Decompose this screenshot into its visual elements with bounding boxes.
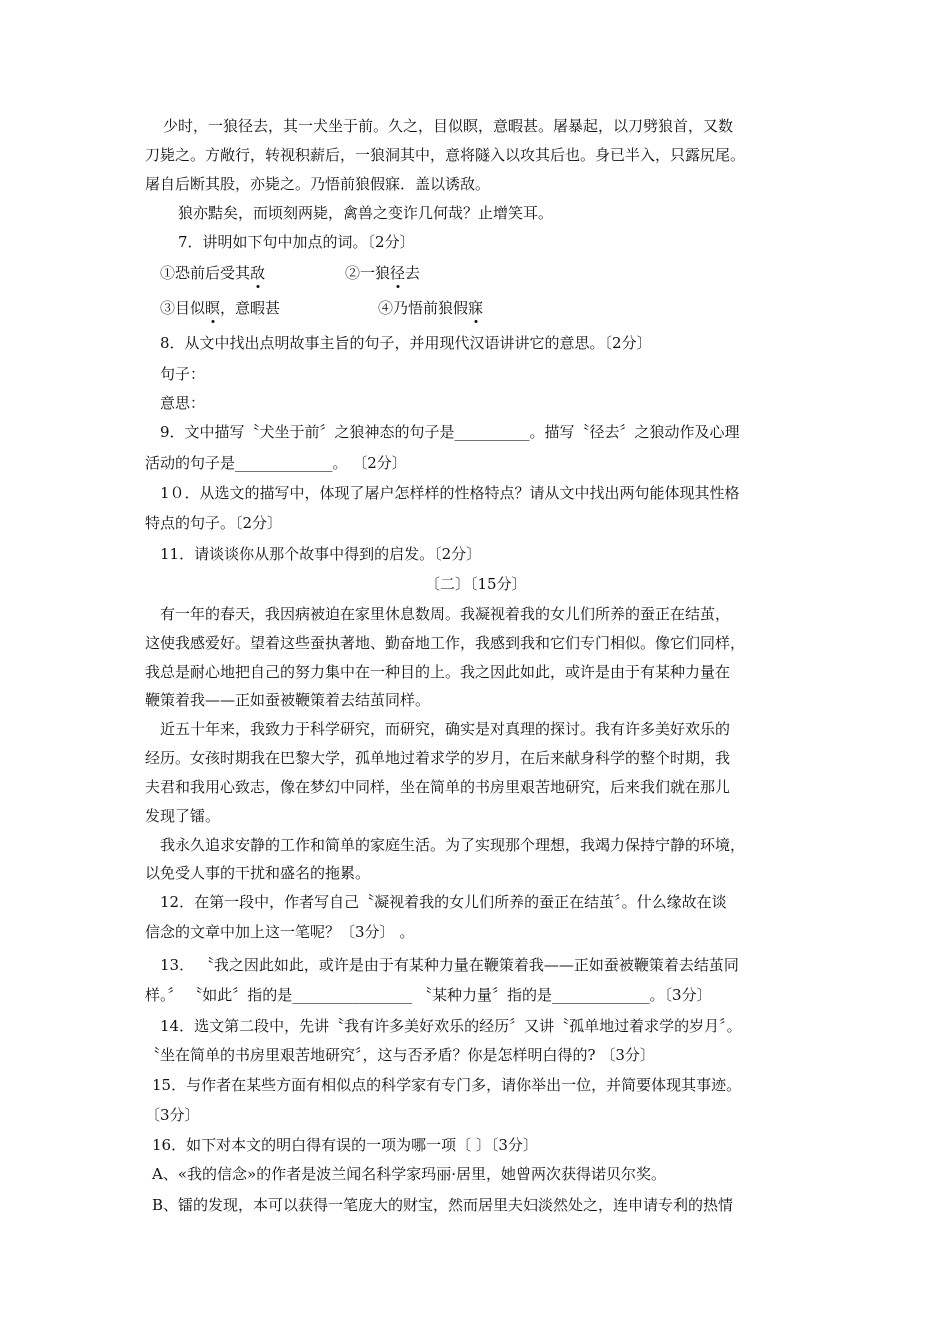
question-12-line: 12．在第一段中，作者写自己〝凝视着我的女儿们所养的蚕正在结茧〞。什么缘故在谈 [160,893,727,911]
option-a: A、«我的信念»的作者是波兰闻名科学家玛丽·居里，她曾两次获得诺贝尔奖。 [152,1165,666,1183]
section-2-heading: 〔二〕〔15分〕 [425,575,527,593]
question-9-line: 活动的句子是_____________。 〔2分〕 [145,454,407,472]
question-7-title: 7．讲明如下句中加点的词。〔2分〕 [178,233,415,251]
q7-item-2: ②一狼径去 [345,264,421,282]
question-10-line: 1０．从选文的描写中，体现了屠户怎样样的性格特点？请从文中找出两句能体现其性格 [160,484,740,502]
passage2-line: 经历。女孩时期我在巴黎大学，孤单地过着求学的岁月，在后来献身科学的整个时期，我 [145,749,731,767]
question-15-line: 15．与作者在某些方面有相似点的科学家有专门多，请你举出一位，并简要体现其事迹。 [152,1076,742,1094]
passage2-line: 近五十年来，我致力于科学研究，而研究，确实是对真理的探讨。我有许多美好欢乐的 [160,720,731,738]
passage1-line: 狼亦黠矣，而顷刻两毙，禽兽之变诈几何哉？止增笑耳。 [178,204,554,222]
passage2-line: 发现了镭。 [145,807,221,825]
passage1-line: 刀毙之。方敞行，转视积薪后，一狼洞其中，意将隧入以攻其后也。身已半入，只露尻尾。 [145,146,746,164]
passage2-line: 夫君和我用心致志，像在梦幻中同样，坐在简单的书房里艰苦地研究，后来我们就在那儿 [145,778,731,796]
question-15-line: 〔3分〕 [145,1106,200,1124]
question-13-line: 样。〞 〝如此〞指的是________________ 〝某种力量〞指的是_____________。〔3分〕 [145,986,712,1004]
q7-item-1: ①恐前后受其敌 [160,264,266,282]
passage2-line: 我永久追求安静的工作和简单的家庭生活。为了实现那个理想，我竭力保持宁静的环境， [160,836,746,854]
question-11: 11．请谈谈你从那个故事中得到的启发。〔2分〕 [160,545,482,563]
question-9-line: 9．文中描写〝犬坐于前〞之狼神态的句子是__________。描写〝径去〞之狼动作及心理 [160,423,740,441]
question-10-line: 特点的句子。〔2分〕 [145,514,283,532]
passage2-line: 我总是耐心地把自己的努力集中在一种目的上。我之因此如此，或许是由于有某种力量在 [145,663,731,681]
question-12-line: 信念的文章中加上这一笔呢？〔3分〕 。 [145,923,415,941]
question-8-title: 8．从文中找出点明故事主旨的句子，并用现代汉语讲讲它的意思。〔2分〕 [160,334,652,352]
emphasis-dot-char: 敌 [250,264,266,282]
passage1-line: 屠自后断其股，亦毙之。乃悟前狼假寐．盖以诱敌。 [145,175,491,193]
question-16-title: 16．如下对本文的明白得有误的一项为哪一项〔 〕〔3分〕 [152,1136,538,1154]
passage1-line: 少时，一狼径去，其一犬坐于前。久之，目似瞑，意暇甚。屠暴起，以刀劈狼首，又数 [163,117,734,135]
question-14-line: 〝坐在简单的书房里艰苦地研究〞，这与否矛盾？你是怎样明白得的? 〔3分〕 [145,1046,655,1064]
passage2-line: 以免受人事的干扰和盛名的拖累。 [145,864,371,882]
passage2-line: 鞭策着我——正如蚕被鞭策着去结茧同样。 [145,691,431,709]
q7-item-3: ③目似瞑，意暇甚 [160,299,281,317]
option-b: B、镭的发现，本可以获得一笔庞大的财宝，然而居里夫妇淡然处之，连申请专利的热情 [152,1196,734,1214]
question-14-line: 14．选文第二段中，先讲〝我有许多美好欢乐的经历〞又讲〝孤单地过着求学的岁月〞。 [160,1017,742,1035]
emphasis-dot-char: 径 [390,264,406,282]
q8-sentence-label: 句子： [160,365,206,383]
q8-meaning-label: 意思： [160,394,206,412]
emphasis-dot-char: 瞑 [205,299,221,317]
emphasis-dot-char: 寐 [468,299,484,317]
passage2-line: 这使我感爱好。望着这些蚕执著地、勤奋地工作，我感到我和它们专门相似。像它们同样， [145,634,746,652]
passage2-line: 有一年的春天，我因病被迫在家里休息数周。我凝视着我的女儿们所养的蚕正在结茧， [160,605,731,623]
q7-item-4: ④乃悟前狼假寐 [378,299,484,317]
question-13-line: 13． 〝我之因此如此，或许是由于有某种力量在鞭策着我——正如蚕被鞭策着去结茧同 [160,956,739,974]
